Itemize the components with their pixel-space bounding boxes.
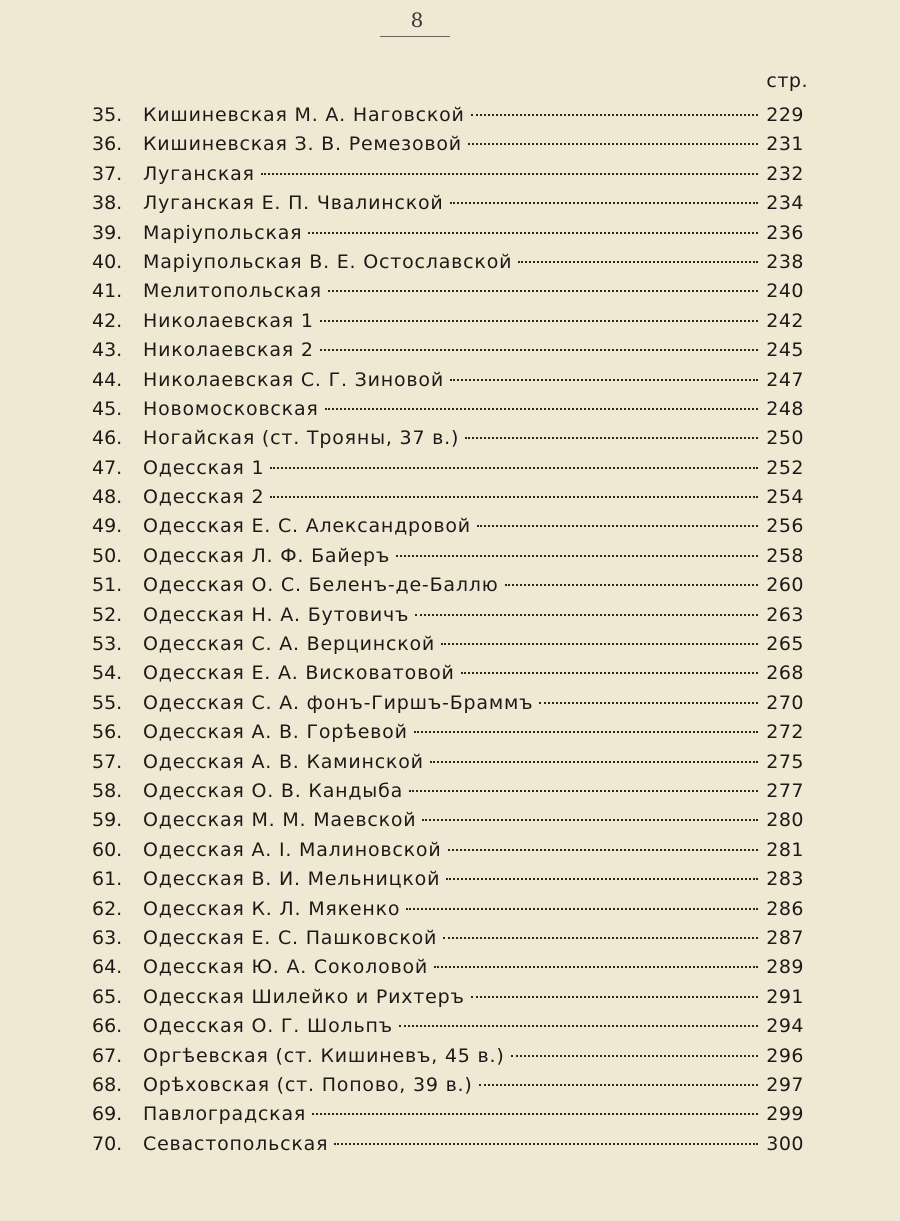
entry-title: Севастопольская [143,1132,329,1155]
entry-number: 44. [92,368,123,391]
dot-leader [471,996,758,998]
table-of-contents [92,101,804,1159]
entry-title: Одесская А. В. Горѣевой [143,721,408,744]
entry-page: 232 [766,162,804,185]
entry-number: 37. [92,162,123,185]
entry-title: Одесская Е. С. Пашковской [143,926,438,949]
toc-entry [92,189,804,218]
toc-entry [92,1130,804,1159]
entry-title: Маріупольская [143,221,303,244]
toc-entry [92,806,804,835]
entry-page: 263 [766,603,804,626]
entry-title: Одесская Е. С. Александровой [143,515,471,538]
dot-leader [399,1025,758,1027]
entry-page: 252 [766,456,804,479]
entry-page: 300 [766,1132,804,1155]
entry-title: Кишиневская З. В. Ремезовой [143,133,462,156]
entry-page: 280 [766,809,804,832]
entry-page: 247 [766,368,804,391]
entry-page: 287 [766,926,804,949]
entry-page: 250 [766,427,804,450]
entry-page: 296 [766,1044,804,1067]
entry-title: Луганская Е. П. Чвалинской [143,192,444,215]
dot-leader [511,1055,758,1057]
entry-page: 272 [766,721,804,744]
entry-number: 46. [92,427,123,450]
entry-page: 294 [766,1015,804,1038]
entry-page: 283 [766,868,804,891]
dot-leader [468,143,758,145]
entry-number: 61. [92,868,123,891]
entry-number: 53. [92,633,123,656]
entry-number: 56. [92,721,123,744]
entry-page: 291 [766,985,804,1008]
toc-entry [92,895,804,924]
entry-number: 70. [92,1132,123,1155]
dot-leader [471,114,758,116]
entry-number: 50. [92,544,123,567]
entry-number: 41. [92,280,123,303]
entry-page: 265 [766,633,804,656]
dot-leader [465,437,758,439]
entry-number: 60. [92,838,123,861]
toc-entry [92,1100,804,1129]
toc-entry [92,983,804,1012]
entry-title: Одесская О. С. Беленъ-де-Баллю [143,574,499,597]
dot-leader [443,937,758,939]
entry-title: Одесская А. В. Каминской [143,750,424,773]
entry-page: 281 [766,838,804,861]
entry-number: 55. [92,691,123,714]
entry-number: 66. [92,1015,123,1038]
dot-leader [479,1084,758,1086]
entry-title: Одесская А. І. Малиновской [143,838,442,861]
entry-number: 59. [92,809,123,832]
dot-leader [450,202,758,204]
entry-page: 248 [766,397,804,420]
entry-title: Одесская В. И. Мельницкой [143,868,441,891]
entry-page: 289 [766,956,804,979]
dot-leader [448,849,759,851]
entry-title: Ногайская (ст. Трояны, 37 в.) [143,427,460,450]
entry-title: Оргѣевская (ст. Кишиневъ, 45 в.) [143,1044,505,1067]
toc-entry [92,659,804,688]
entry-number: 58. [92,779,123,802]
entry-title: Новомосковская [143,397,319,420]
entry-page: 238 [766,250,804,273]
entry-title: Одесская К. Л. Мякенко [143,897,401,920]
dot-leader [328,290,758,292]
dot-leader [441,643,758,645]
dot-leader [270,496,758,498]
toc-entry [92,571,804,600]
dot-leader [434,966,758,968]
entry-title: Одесская 2 [143,486,265,509]
entry-title: Кишиневская М. А. Наговской [143,104,465,126]
dot-leader [312,1113,758,1115]
entry-number: 39. [92,221,123,244]
entry-number: 52. [92,603,123,626]
entry-page: 242 [766,309,804,332]
toc-entry [92,630,804,659]
toc-entry [92,718,804,747]
toc-entry [92,924,804,953]
entry-page: 260 [766,574,804,597]
dot-leader [505,584,758,586]
entry-title: Павлоградская [143,1103,307,1126]
toc-entry [92,366,804,395]
toc-entry [92,601,804,630]
entry-title: Одесская Е. А. Висковатовой [143,662,455,685]
entry-number: 47. [92,456,123,479]
dot-leader [334,1143,758,1145]
dot-leader [477,525,758,527]
entry-page: 297 [766,1073,804,1096]
toc-entry [92,424,804,453]
entry-title: Одесская С. А. Верцинской [143,633,436,656]
entry-page: 245 [766,339,804,362]
toc-entry [92,130,804,159]
entry-page: 240 [766,280,804,303]
entry-number: 57. [92,750,123,773]
entry-number: 68. [92,1073,123,1096]
entry-number: 40. [92,250,123,273]
entry-page: 275 [766,750,804,773]
entry-title: Мелитопольская [143,280,322,303]
toc-entry [92,865,804,894]
entry-title: Одесская Шилейко и Рихтеръ [143,985,465,1008]
entry-number: 45. [92,397,123,420]
dot-leader [270,467,758,469]
entry-title: Маріупольская В. Е. Остославской [143,250,513,273]
entry-title: Одесская Л. Ф. Байеръ [143,544,391,567]
entry-title: Одесская Ю. А. Соколовой [143,956,429,979]
entry-title: Одесская О. Г. Шольпъ [143,1015,393,1038]
entry-page: 268 [766,662,804,685]
entry-number: 54. [92,662,123,685]
entry-number: 69. [92,1103,123,1126]
toc-entry [92,219,804,248]
dot-leader [450,379,758,381]
toc-entry [92,542,804,571]
entry-number: 65. [92,985,123,1008]
dot-leader [396,555,758,557]
entry-title: Николаевская 2 [143,339,314,362]
entry-title: Николаевская 1 [143,309,314,332]
toc-entry [92,1071,804,1100]
entry-page: 229 [766,104,804,126]
entry-title: Одесская Н. А. Бутовичъ [143,603,410,626]
dot-leader [422,819,758,821]
entry-number: 35. [92,104,123,126]
entry-number: 36. [92,133,123,156]
dot-leader [325,408,758,410]
toc-entry [92,777,804,806]
toc-entry [92,689,804,718]
entry-number: 63. [92,926,123,949]
entry-number: 64. [92,956,123,979]
entry-number: 38. [92,192,123,215]
entry-number: 42. [92,309,123,332]
toc-entry [92,953,804,982]
entry-page: 254 [766,486,804,509]
dot-leader [409,790,758,792]
entry-number: 49. [92,515,123,538]
entry-page: 236 [766,221,804,244]
page-number-rule [380,36,450,37]
toc-entry [92,836,804,865]
dot-leader [308,232,758,234]
entry-page: 286 [766,897,804,920]
toc-entry [92,101,804,130]
entry-title: Одесская С. А. фонъ-Гиршъ-Браммъ [143,691,534,714]
entry-title: Одесская М. М. Маевской [143,809,417,832]
page-column-header: стр. [766,70,808,92]
entry-page: 256 [766,515,804,538]
toc-entry [92,454,804,483]
entry-title: Луганская [143,162,255,185]
dot-leader [414,731,758,733]
entry-page: 277 [766,779,804,802]
entry-title: Одесская О. В. Кандыба [143,779,404,802]
entry-number: 48. [92,486,123,509]
entry-page: 270 [766,691,804,714]
dot-leader [320,349,758,351]
entry-title: Одесская 1 [143,456,265,479]
toc-entry [92,277,804,306]
entry-page: 234 [766,192,804,215]
entry-page: 258 [766,544,804,567]
toc-entry [92,1012,804,1041]
dot-leader [430,761,758,763]
toc-entry [92,248,804,277]
toc-entry [92,395,804,424]
entry-number: 51. [92,574,123,597]
dot-leader [461,672,758,674]
toc-entry [92,307,804,336]
dot-leader [261,173,758,175]
dot-leader [320,320,758,322]
entry-title: Орѣховская (ст. Попово, 39 в.) [143,1073,473,1096]
toc-entry [92,336,804,365]
entry-number: 43. [92,339,123,362]
toc-entry [92,512,804,541]
dot-leader [406,908,758,910]
dot-leader [539,702,758,704]
entry-page: 231 [766,133,804,156]
dot-leader [415,614,758,616]
toc-entry [92,160,804,189]
toc-entry [92,748,804,777]
entry-title: Николаевская С. Г. Зиновой [143,368,445,391]
entry-number: 62. [92,897,123,920]
page-number: 8 [410,8,424,32]
dot-leader [446,878,758,880]
entry-number: 67. [92,1044,123,1067]
toc-entry [92,1042,804,1071]
dot-leader [518,261,758,263]
entry-page: 299 [766,1103,804,1126]
toc-entry [92,483,804,512]
